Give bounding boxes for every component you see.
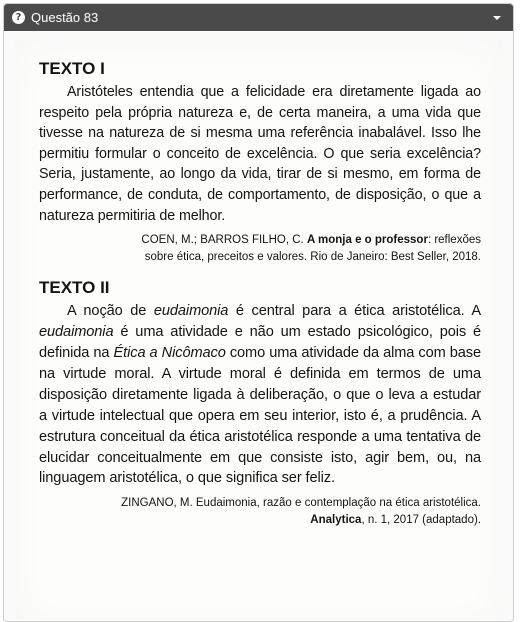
question-panel [3, 3, 514, 622]
texto-2-heading: TEXTO II [39, 278, 110, 298]
texto-2-paragraph: A noção de eudaimonia é central para a ética aristotélica. A eudaimonia é uma atividade e não um estado psicológico, pois é definida na Ética a Nicômaco como uma atividade da alma com base na virtude moral. A virtude moral é definida em termos de uma disposição diretamente ligada à deliberação, o que o leva a estudar a virtude intelectual que opera em seu interior, isto é, a prudência. A estrutura conceitual da ética aristotélica responde a uma tentativa de elucidar conceitualmente em que consiste isto, agir bem, ou, na linguagem aristotélica, o que significa ser feliz. [39, 303, 482, 487]
caret-down-icon[interactable] [493, 16, 501, 20]
citation-authors: COEN, M.; BARROS FILHO, C. [141, 234, 304, 247]
question-title: Questão 83 [31, 10, 99, 25]
texto-1-heading: TEXTO I [39, 59, 105, 78]
texto-1-paragraph: Aristóteles entendia que a felicidade era diretamente ligada ao respeito pela própria natureza e, de certa maneira, a uma vida que tivesse na natureza de si mesma uma referência inabalável. Isso lhe permitiu formular o conceito de excelência. O que seria excelência? Seria, justamente, ao longo da vida, tirar de si mesmo, em forma de performance, de conduta, de comportamento, de disposição, o que a natureza permitiria de melhor. [39, 84, 481, 224]
citation-article: ZINGANO, M. Eudaimonia, razão e contemplação na ética aristotélica. [121, 497, 481, 510]
question-body [4, 31, 513, 621]
question-text-image [15, 39, 503, 622]
help-circle-icon: ? [12, 11, 25, 24]
citation-journal: Analytica [310, 514, 362, 527]
citation-issue: , n. 1, 2017 (adaptado). [361, 514, 481, 527]
texto-2-citation [39, 495, 481, 529]
citation-publisher: sobre ética, preceitos e valores. Rio de Janeiro: Best Seller, 2018. [144, 251, 481, 264]
texto-1-citation [39, 232, 481, 266]
citation-subtitle: : reflexões [427, 234, 481, 247]
citation-book-title: A monja e o professor [306, 234, 428, 247]
question-panel-header[interactable] [4, 4, 513, 31]
